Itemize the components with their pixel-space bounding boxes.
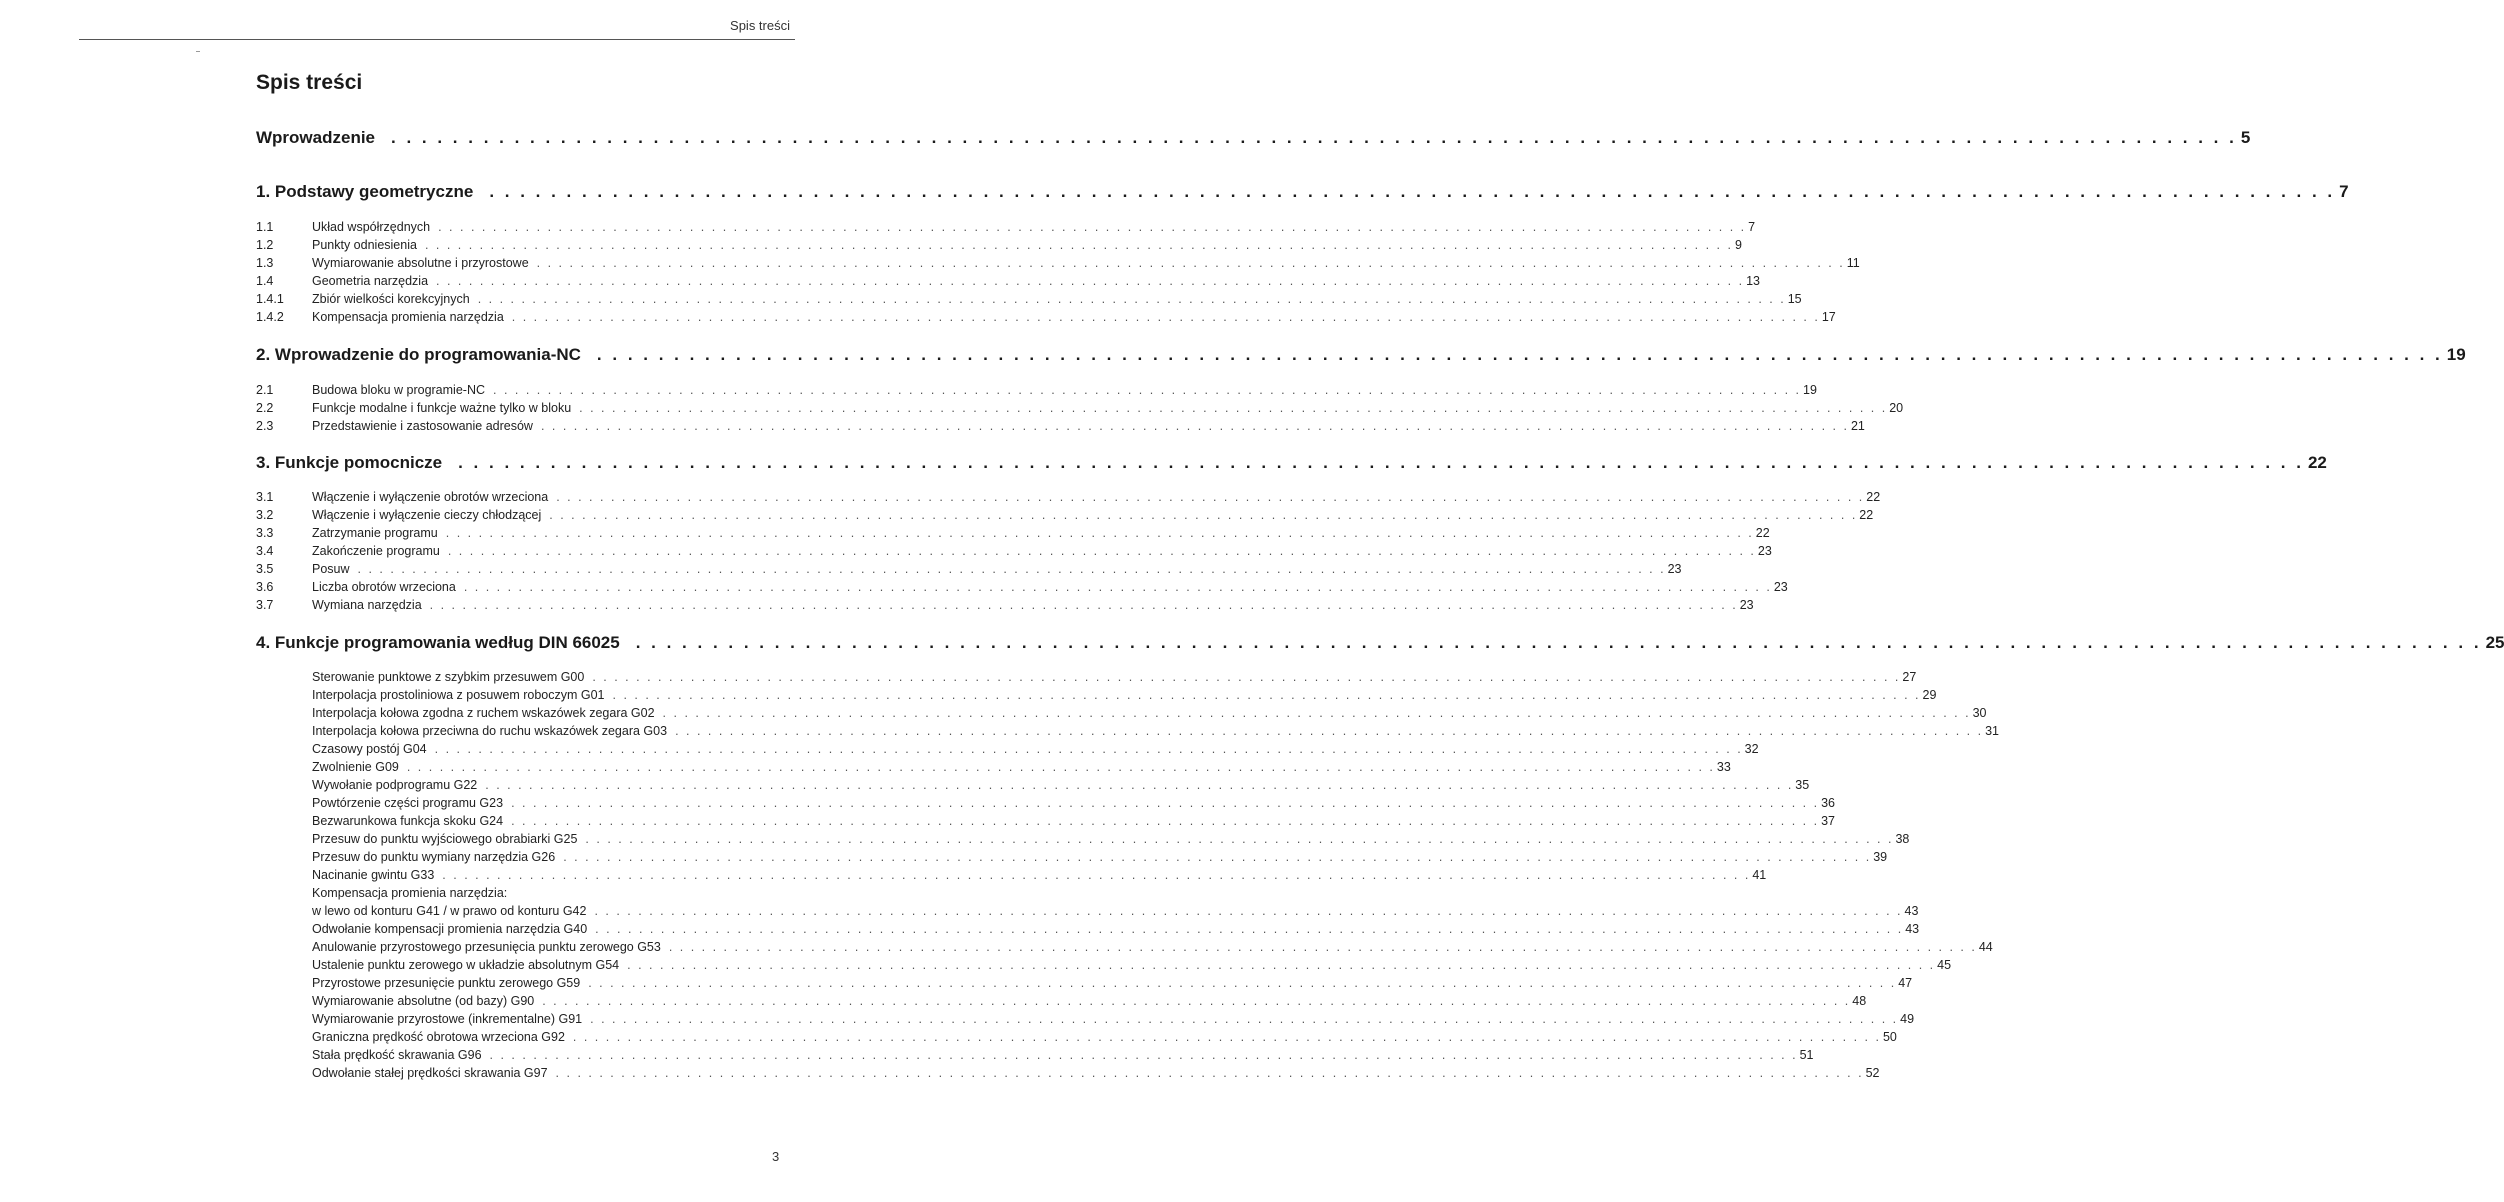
toc-entry [312, 850, 1888, 868]
entry-title: Układ współrzędnych [312, 220, 431, 234]
entry-number: 2.1 [256, 383, 274, 397]
entry-page: 21 [1850, 419, 1865, 433]
entry-page: 22 [1866, 490, 1881, 504]
entry-page: 37 [1821, 814, 1836, 828]
toc-entry [256, 256, 1860, 274]
entry-title: Kompensacja promienia narzędzia: [312, 886, 508, 900]
entry-title: Bezwarunkowa funkcja skoku G24 [312, 814, 504, 828]
entry-title: Zwolnienie G09 [312, 760, 399, 774]
dot-leader: . . . . . . . . . . . . . . . . . . . . . . . . . . . . . . . . . . . . . . . . . . . . . . . . . . . . . . . . . . . . . . . . . . . . . . . . . . . . . . . . . . . . . . . . . . . . . . . . . . . . . . . . . . . . . . . . . . . . . . . . [662, 706, 1971, 720]
entry-title: Interpolacja kołowa zgodna z ruchem wskazówek zegara G02 [312, 706, 655, 720]
entry-title: Geometria narzędzia [312, 274, 429, 288]
entry-title: Wymiarowanie przyrostowe (inkrementalne) G91 [312, 1012, 583, 1026]
dot-leader: . . . . . . . . . . . . . . . . . . . . . . . . . . . . . . . . . . . . . . . . . . . . . . . . . . . . . . . . . . . . . . . . . . . . . . . . . . . . . . . . . . . . . . . . . . . . . . . . . . . . . . . . . . . . . . . . . . . . . . . . [596, 345, 2443, 364]
entry-title: Interpolacja kołowa przeciwna do ruchu wskazówek zegara G03 [312, 724, 668, 738]
running-head-title: Spis treści [730, 18, 790, 33]
toc-entry [312, 688, 1937, 706]
entry-page: 41 [1752, 868, 1767, 882]
entry-number: 2.3 [256, 419, 274, 433]
dot-leader: . . . . . . . . . . . . . . . . . . . . . . . . . . . . . . . . . . . . . . . . . . . . . . . . . . . . . . . . . . . . . . . . . . . . . . . . . . . . . . . . . . . . . . . . . . . . . . . . . . . . . . . . . . . . . . . . . . . . . . . . [447, 544, 1756, 558]
entry-title: Nacinanie gwintu G33 [312, 868, 435, 882]
entry-title: Liczba obrotów wrzeciona [312, 580, 456, 594]
page-number: 3 [772, 1149, 780, 1164]
entry-page: 43 [1904, 904, 1919, 918]
toc-entry [312, 958, 1952, 976]
entry-title: Interpolacja prostoliniowa z posuwem roboczym G01 [312, 688, 605, 702]
entry-number: 3.2 [256, 508, 274, 522]
entry-title: Przesuw do punktu wyjściowego obrabiarki G25 [312, 832, 578, 846]
entry-page: 35 [1795, 778, 1810, 792]
entry-title: Zatrzymanie programu [312, 526, 438, 540]
chapter-title: 1. Podstawy geometryczne [256, 182, 474, 201]
dot-leader: . . . . . . . . . . . . . . . . . . . . . . . . . . . . . . . . . . . . . . . . . . . . . . . . . . . . . . . . . . . . . . . . . . . . . . . . . . . . . . . . . . . . . . . . . . . . . . . . . . . . . . . . . . . . . . . . . . . . . . . . [595, 922, 1904, 936]
toc-entry [256, 490, 1881, 508]
toc-entry [256, 292, 1802, 310]
chapter-page: 22 [2307, 453, 2327, 472]
entry-title: Wymiarowanie absolutne i przyrostowe [312, 256, 529, 270]
entry-page: 43 [1905, 922, 1920, 936]
entry-page: 39 [1873, 850, 1888, 864]
entry-title: Włączenie i wyłączenie obrotów wrzeciona [312, 490, 549, 504]
entry-title: Wywołanie podprogramu G22 [312, 778, 478, 792]
entry-title: Powtórzenie części programu G23 [312, 796, 504, 810]
toc-entries-chapter-4 [312, 670, 1999, 1084]
entry-number: 1.4.1 [256, 292, 284, 306]
dot-leader: . . . . . . . . . . . . . . . . . . . . . . . . . . . . . . . . . . . . . . . . . . . . . . . . . . . . . . . . . . . . . . . . . . . . . . . . . . . . . . . . . . . . . . . . . . . . . . . . . . . . . . . . . . . . . . . . . . . . . . . . [493, 383, 1802, 397]
chapter-title: 4. Funkcje programowania według DIN 66025 [256, 633, 620, 652]
toc-entry [256, 310, 1836, 328]
entry-page: 48 [1852, 994, 1867, 1008]
toc-entry [312, 742, 1759, 760]
dot-leader: . . . . . . . . . . . . . . . . . . . . . . . . . . . . . . . . . . . . . . . . . . . . . . . . . . . . . . . . . . . . . . . . . . . . . . . . . . . . . . . . . . . . . . . . . . . . . . . . . . . . . . . . . . . . . . . . . . . . . . . . [675, 724, 1984, 738]
dot-leader: . . . . . . . . . . . . . . . . . . . . . . . . . . . . . . . . . . . . . . . . . . . . . . . . . . . . . . . . . . . . . . . . . . . . . . . . . . . . . . . . . . . . . . . . . . . . . . . . . . . . . . . . . . . . . . . . . . . . . . . . [549, 508, 1858, 522]
toc-entry [256, 526, 1770, 544]
dot-leader: . . . . . . . . . . . . . . . . . . . . . . . . . . . . . . . . . . . . . . . . . . . . . . . . . . . . . . . . . . . . . . . . . . . . . . . . . . . . . . . . . . . . . . . . . . . . . . . . . . . . . . . . . . . . . . . . . . . . . . . . [489, 1048, 1798, 1062]
dot-leader: . . . . . . . . . . . . . . . . . . . . . . . . . . . . . . . . . . . . . . . . . . . . . . . . . . . . . . . . . . . . . . . . . . . . . . . . . . . . . . . . . . . . . . . . . . . . . . . . . . . . . . . . . . . . . . . . . . . . . . . . [668, 940, 1977, 954]
dot-leader: . . . . . . . . . . . . . . . . . . . . . . . . . . . . . . . . . . . . . . . . . . . . . . . . . . . . . . . . . . . . . . . . . . . . . . . . . . . . . . . . . . . . . . . . . . . . . . . . . . . . . . . . . . . . . . . . . . . . . . . . [458, 453, 2304, 472]
entry-page: 23 [1773, 580, 1788, 594]
entry-title: Budowa bloku w programie-NC [312, 383, 485, 397]
toc-entries-chapter-3 [256, 490, 1881, 616]
entry-title: Funkcje modalne i funkcje ważne tylko w bloku [312, 401, 572, 415]
toc-chapter-4 [256, 633, 2504, 653]
chapter-title: 2. Wprowadzenie do programowania-NC [256, 345, 581, 364]
entry-page: 23 [1757, 544, 1772, 558]
toc-entry [312, 796, 1835, 814]
entry-title: Anulowanie przyrostowego przesunięcia punktu zerowego G53 [312, 940, 661, 954]
entry-page: 33 [1716, 760, 1731, 774]
entry-page: 36 [1821, 796, 1835, 810]
dot-leader: . . . . . . . . . . . . . . . . . . . . . . . . . . . . . . . . . . . . . . . . . . . . . . . . . . . . . . . . . . . . . . . . . . . . . . . . . . . . . . . . . . . . . . . . . . . . . . . . . . . . . . . . . . . . . . . . . . . . . . . . [463, 580, 1772, 594]
toc-entry [312, 904, 1919, 922]
entry-title: Przesuw do punktu wymiany narzędzia G26 [312, 850, 556, 864]
toc-entry [256, 238, 1742, 256]
page-title: Spis treści [256, 71, 363, 94]
entry-page: 23 [1739, 598, 1754, 612]
entry-page: 13 [1746, 274, 1760, 288]
entry-page: 45 [1937, 958, 1952, 972]
chapter-page: 5 [2240, 128, 2251, 147]
toc-entry [312, 1012, 1915, 1030]
entry-title: Stała prędkość skrawania G96 [312, 1048, 482, 1062]
entry-page: 47 [1898, 976, 1913, 990]
entry-page: 9 [1734, 238, 1742, 252]
chapter-page: 25 [2485, 633, 2504, 652]
toc-entry [312, 1066, 1880, 1084]
entry-page: 22 [1755, 526, 1770, 540]
dot-leader: . . . . . . . . . . . . . . . . . . . . . . . . . . . . . . . . . . . . . . . . . . . . . . . . . . . . . . . . . . . . . . . . . . . . . . . . . . . . . . . . . . . . . . . . . . . . . . . . . . . . . . . . . . . . . . . . . . . . . . . . [438, 220, 1747, 234]
entry-page: 22 [1859, 508, 1874, 522]
entry-page: 29 [1922, 688, 1937, 702]
entry-number: 3.5 [256, 562, 274, 576]
entry-number: 1.2 [256, 238, 274, 252]
entry-page: 20 [1889, 401, 1904, 415]
dot-leader: . . . . . . . . . . . . . . . . . . . . . . . . . . . . . . . . . . . . . . . . . . . . . . . . . . . . . . . . . . . . . . . . . . . . . . . . . . . . . . . . . . . . . . . . . . . . . . . . . . . . . . . . . . . . . . . . . . . . . . . . [590, 1012, 1899, 1026]
entry-page: 27 [1902, 670, 1917, 684]
toc-entries-chapter-2 [256, 383, 1904, 437]
toc-entry [312, 922, 1920, 940]
dot-leader: . . . . . . . . . . . . . . . . . . . . . . . . . . . . . . . . . . . . . . . . . . . . . . . . . . . . . . . . . . . . . . . . . . . . . . . . . . . . . . . . . . . . . . . . . . . . . . . . . . . . . . . . . . . . . . . . . . . . . . . . [436, 274, 1745, 288]
dot-leader: . . . . . . . . . . . . . . . . . . . . . . . . . . . . . . . . . . . . . . . . . . . . . . . . . . . . . . . . . . . . . . . . . . . . . . . . . . . . . . . . . . . . . . . . . . . . . . . . . . . . . . . . . . . . . . . . . . . . . . . . [635, 633, 2482, 652]
entry-page: 30 [1972, 706, 1987, 720]
entry-page: 7 [1748, 220, 1756, 234]
toc-entry [312, 832, 1910, 850]
toc-entry [256, 580, 1788, 598]
toc-entries-chapter-1 [256, 220, 1860, 328]
entry-title: Posuw [312, 562, 350, 576]
chapter-page: 19 [2446, 345, 2466, 364]
dot-leader: . . . . . . . . . . . . . . . . . . . . . . . . . . . . . . . . . . . . . . . . . . . . . . . . . . . . . . . . . . . . . . . . . . . . . . . . . . . . . . . . . . . . . . . . . . . . . . . . . . . . . . . . . . . . . . . . . . . . . . . . [391, 128, 2237, 147]
toc-entry [312, 994, 1867, 1012]
dot-leader: . . . . . . . . . . . . . . . . . . . . . . . . . . . . . . . . . . . . . . . . . . . . . . . . . . . . . . . . . . . . . . . . . . . . . . . . . . . . . . . . . . . . . . . . . . . . . . . . . . . . . . . . . . . . . . . . . . . . . . . . [489, 182, 2336, 201]
entry-page: 49 [1900, 1012, 1915, 1026]
toc-entry [312, 814, 1836, 832]
dot-leader: . . . . . . . . . . . . . . . . . . . . . . . . . . . . . . . . . . . . . . . . . . . . . . . . . . . . . . . . . . . . . . . . . . . . . . . . . . . . . . . . . . . . . . . . . . . . . . . . . . . . . . . . . . . . . . . . . . . . . . . . [563, 850, 1872, 864]
entry-title: Ustalenie punktu zerowego w układzie absolutnym G54 [312, 958, 620, 972]
entry-title: Odwołanie stałej prędkości skrawania G97 [312, 1066, 548, 1080]
toc-entry [312, 1030, 1897, 1048]
entry-title: Wymiarowanie absolutne (od bazy) G90 [312, 994, 535, 1008]
toc-chapter-intro [256, 128, 2251, 148]
dot-leader: . . . . . . . . . . . . . . . . . . . . . . . . . . . . . . . . . . . . . . . . . . . . . . . . . . . . . . . . . . . . . . . . . . . . . . . . . . . . . . . . . . . . . . . . . . . . . . . . . . . . . . . . . . . . . . . . . . . . . . . . [592, 670, 1901, 684]
dot-leader: . . . . . . . . . . . . . . . . . . . . . . . . . . . . . . . . . . . . . . . . . . . . . . . . . . . . . . . . . . . . . . . . . . . . . . . . . . . . . . . . . . . . . . . . . . . . . . . . . . . . . . . . . . . . . . . . . . . . . . . . [511, 814, 1820, 828]
dot-leader: . . . . . . . . . . . . . . . . . . . . . . . . . . . . . . . . . . . . . . . . . . . . . . . . . . . . . . . . . . . . . . . . . . . . . . . . . . . . . . . . . . . . . . . . . . . . . . . . . . . . . . . . . . . . . . . . . . . . . . . . [594, 904, 1903, 918]
dot-leader: . . . . . . . . . . . . . . . . . . . . . . . . . . . . . . . . . . . . . . . . . . . . . . . . . . . . . . . . . . . . . . . . . . . . . . . . . . . . . . . . . . . . . . . . . . . . . . . . . . . . . . . . . . . . . . . . . . . . . . . . [585, 832, 1894, 846]
dot-leader: . . . . . . . . . . . . . . . . . . . . . . . . . . . . . . . . . . . . . . . . . . . . . . . . . . . . . . . . . . . . . . . . . . . . . . . . . . . . . . . . . . . . . . . . . . . . . . . . . . . . . . . . . . . . . . . . . . . . . . . . [429, 598, 1738, 612]
toc-entry [312, 868, 1767, 886]
header-rule-mark [196, 51, 200, 52]
chapter-page: 7 [2339, 182, 2349, 201]
dot-leader: . . . . . . . . . . . . . . . . . . . . . . . . . . . . . . . . . . . . . . . . . . . . . . . . . . . . . . . . . . . . . . . . . . . . . . . . . . . . . . . . . . . . . . . . . . . . . . . . . . . . . . . . . . . . . . . . . . . . . . . . [357, 562, 1666, 576]
header-rule [79, 39, 795, 40]
toc-entry [256, 383, 1817, 401]
dot-leader: . . . . . . . . . . . . . . . . . . . . . . . . . . . . . . . . . . . . . . . . . . . . . . . . . . . . . . . . . . . . . . . . . . . . . . . . . . . . . . . . . . . . . . . . . . . . . . . . . . . . . . . . . . . . . . . . . . . . . . . . [485, 778, 1794, 792]
dot-leader: . . . . . . . . . . . . . . . . . . . . . . . . . . . . . . . . . . . . . . . . . . . . . . . . . . . . . . . . . . . . . . . . . . . . . . . . . . . . . . . . . . . . . . . . . . . . . . . . . . . . . . . . . . . . . . . . . . . . . . . . [511, 796, 1820, 810]
entry-page: 52 [1865, 1066, 1880, 1080]
entry-title: Przedstawienie i zastosowanie adresów [312, 419, 533, 433]
entry-page: 15 [1787, 292, 1802, 306]
toc-entry [256, 598, 1754, 616]
toc-entry [312, 940, 1993, 958]
toc-entry [312, 778, 1810, 796]
entry-title: Wymiana narzędzia [312, 598, 422, 612]
entry-number: 3.4 [256, 544, 274, 558]
dot-leader: . . . . . . . . . . . . . . . . . . . . . . . . . . . . . . . . . . . . . . . . . . . . . . . . . . . . . . . . . . . . . . . . . . . . . . . . . . . . . . . . . . . . . . . . . . . . . . . . . . . . . . . . . . . . . . . . . . . . . . . . [536, 256, 1845, 270]
toc-entry [256, 508, 1874, 526]
entry-page: 17 [1821, 310, 1836, 324]
dot-leader: . . . . . . . . . . . . . . . . . . . . . . . . . . . . . . . . . . . . . . . . . . . . . . . . . . . . . . . . . . . . . . . . . . . . . . . . . . . . . . . . . . . . . . . . . . . . . . . . . . . . . . . . . . . . . . . . . . . . . . . . [555, 1066, 1864, 1080]
chapter-title: Wprowadzenie [256, 128, 376, 147]
entry-number: 1.4.2 [256, 310, 284, 324]
dot-leader: . . . . . . . . . . . . . . . . . . . . . . . . . . . . . . . . . . . . . . . . . . . . . . . . . . . . . . . . . . . . . . . . . . . . . . . . . . . . . . . . . . . . . . . . . . . . . . . . . . . . . . . . . . . . . . . . . . . . . . . . [442, 868, 1751, 882]
entry-page: 44 [1978, 940, 1993, 954]
entry-number: 1.4 [256, 274, 274, 288]
toc-chapter-1 [256, 182, 2349, 202]
toc-entry [256, 544, 1772, 562]
dot-leader: . . . . . . . . . . . . . . . . . . . . . . . . . . . . . . . . . . . . . . . . . . . . . . . . . . . . . . . . . . . . . . . . . . . . . . . . . . . . . . . . . . . . . . . . . . . . . . . . . . . . . . . . . . . . . . . . . . . . . . . . [511, 310, 1820, 324]
entry-number: 1.1 [256, 220, 274, 234]
entry-number: 3.1 [256, 490, 274, 504]
dot-leader: . . . . . . . . . . . . . . . . . . . . . . . . . . . . . . . . . . . . . . . . . . . . . . . . . . . . . . . . . . . . . . . . . . . . . . . . . . . . . . . . . . . . . . . . . . . . . . . . . . . . . . . . . . . . . . . . . . . . . . . . [588, 976, 1897, 990]
entry-page: 31 [1985, 724, 1999, 738]
dot-leader: . . . . . . . . . . . . . . . . . . . . . . . . . . . . . . . . . . . . . . . . . . . . . . . . . . . . . . . . . . . . . . . . . . . . . . . . . . . . . . . . . . . . . . . . . . . . . . . . . . . . . . . . . . . . . . . . . . . . . . . . [612, 688, 1921, 702]
entry-title: Kompensacja promienia narzędzia [312, 310, 504, 324]
toc-entry [312, 724, 1999, 742]
dot-leader: . . . . . . . . . . . . . . . . . . . . . . . . . . . . . . . . . . . . . . . . . . . . . . . . . . . . . . . . . . . . . . . . . . . . . . . . . . . . . . . . . . . . . . . . . . . . . . . . . . . . . . . . . . . . . . . . . . . . . . . . [434, 742, 1743, 756]
dot-leader: . . . . . . . . . . . . . . . . . . . . . . . . . . . . . . . . . . . . . . . . . . . . . . . . . . . . . . . . . . . . . . . . . . . . . . . . . . . . . . . . . . . . . . . . . . . . . . . . . . . . . . . . . . . . . . . . . . . . . . . . [477, 292, 1786, 306]
toc-entry [312, 1048, 1814, 1066]
entry-title: Graniczna prędkość obrotowa wrzeciona G92 [312, 1030, 565, 1044]
dot-leader: . . . . . . . . . . . . . . . . . . . . . . . . . . . . . . . . . . . . . . . . . . . . . . . . . . . . . . . . . . . . . . . . . . . . . . . . . . . . . . . . . . . . . . . . . . . . . . . . . . . . . . . . . . . . . . . . . . . . . . . . [627, 958, 1936, 972]
entry-number: 3.6 [256, 580, 274, 594]
dot-leader: . . . . . . . . . . . . . . . . . . . . . . . . . . . . . . . . . . . . . . . . . . . . . . . . . . . . . . . . . . . . . . . . . . . . . . . . . . . . . . . . . . . . . . . . . . . . . . . . . . . . . . . . . . . . . . . . . . . . . . . . [406, 760, 1715, 774]
entry-number: 2.2 [256, 401, 274, 415]
entry-title: Punkty odniesienia [312, 238, 417, 252]
dot-leader: . . . . . . . . . . . . . . . . . . . . . . . . . . . . . . . . . . . . . . . . . . . . . . . . . . . . . . . . . . . . . . . . . . . . . . . . . . . . . . . . . . . . . . . . . . . . . . . . . . . . . . . . . . . . . . . . . . . . . . . . [572, 1030, 1881, 1044]
entry-page: 23 [1667, 562, 1682, 576]
entry-title: Czasowy postój G04 [312, 742, 427, 756]
dot-leader: . . . . . . . . . . . . . . . . . . . . . . . . . . . . . . . . . . . . . . . . . . . . . . . . . . . . . . . . . . . . . . . . . . . . . . . . . . . . . . . . . . . . . . . . . . . . . . . . . . . . . . . . . . . . . . . . . . . . . . . . [445, 526, 1754, 540]
toc-entry [256, 220, 1756, 238]
dot-leader: . . . . . . . . . . . . . . . . . . . . . . . . . . . . . . . . . . . . . . . . . . . . . . . . . . . . . . . . . . . . . . . . . . . . . . . . . . . . . . . . . . . . . . . . . . . . . . . . . . . . . . . . . . . . . . . . . . . . . . . . [542, 994, 1851, 1008]
entry-title: w lewo od konturu G41 / w prawo od konturu G42 [312, 904, 587, 918]
toc-entry [256, 274, 1760, 292]
dot-leader: . . . . . . . . . . . . . . . . . . . . . . . . . . . . . . . . . . . . . . . . . . . . . . . . . . . . . . . . . . . . . . . . . . . . . . . . . . . . . . . . . . . . . . . . . . . . . . . . . . . . . . . . . . . . . . . . . . . . . . . . [556, 490, 1865, 504]
entry-title: Włączenie i wyłączenie cieczy chłodzącej [312, 508, 542, 522]
entry-number: 3.7 [256, 598, 274, 612]
toc-entry [256, 401, 1904, 419]
entry-title: Sterowanie punktowe z szybkim przesuwem G00 [312, 670, 585, 684]
entry-number: 1.3 [256, 256, 274, 270]
toc-chapter-2 [256, 345, 2466, 365]
entry-number: 3.3 [256, 526, 274, 540]
toc-entry [312, 886, 783, 904]
chapter-title: 3. Funkcje pomocnicze [256, 453, 443, 472]
toc-entry [312, 670, 1917, 688]
dot-leader: . . . . . . . . . . . . . . . . . . . . . . . . . . . . . . . . . . . . . . . . . . . . . . . . . . . . . . . . . . . . . . . . . . . . . . . . . . . . . . . . . . . . . . . . . . . . . . . . . . . . . . . . . . . . . . . . . . . . . . . . [579, 401, 1888, 415]
entry-title: Zakończenie programu [312, 544, 440, 558]
entry-page: 32 [1744, 742, 1759, 756]
entry-page: 38 [1895, 832, 1910, 846]
dot-leader: . . . . . . . . . . . . . . . . . . . . . . . . . . . . . . . . . . . . . . . . . . . . . . . . . . . . . . . . . . . . . . . . . . . . . . . . . . . . . . . . . . . . . . . . . . . . . . . . . . . . . . . . . . . . . . . . . . . . . . . . [424, 238, 1733, 252]
entry-title: Odwołanie kompensacji promienia narzędzia G40 [312, 922, 588, 936]
toc-entry [256, 562, 1682, 580]
entry-page: 51 [1799, 1048, 1814, 1062]
toc-entry [312, 706, 1987, 724]
entry-title: Przyrostowe przesunięcie punktu zerowego G59 [312, 976, 581, 990]
entry-page: 19 [1803, 383, 1817, 397]
entry-title: Zbiór wielkości korekcyjnych [312, 292, 470, 306]
toc-entry [312, 760, 1731, 778]
toc-entry [256, 419, 1865, 437]
dot-leader: . . . . . . . . . . . . . . . . . . . . . . . . . . . . . . . . . . . . . . . . . . . . . . . . . . . . . . . . . . . . . . . . . . . . . . . . . . . . . . . . . . . . . . . . . . . . . . . . . . . . . . . . . . . . . . . . . . . . . . . . [540, 419, 1849, 433]
toc-chapter-3 [256, 453, 2327, 473]
entry-page: 50 [1882, 1030, 1897, 1044]
toc-entry [312, 976, 1913, 994]
entry-page: 11 [1846, 256, 1860, 270]
